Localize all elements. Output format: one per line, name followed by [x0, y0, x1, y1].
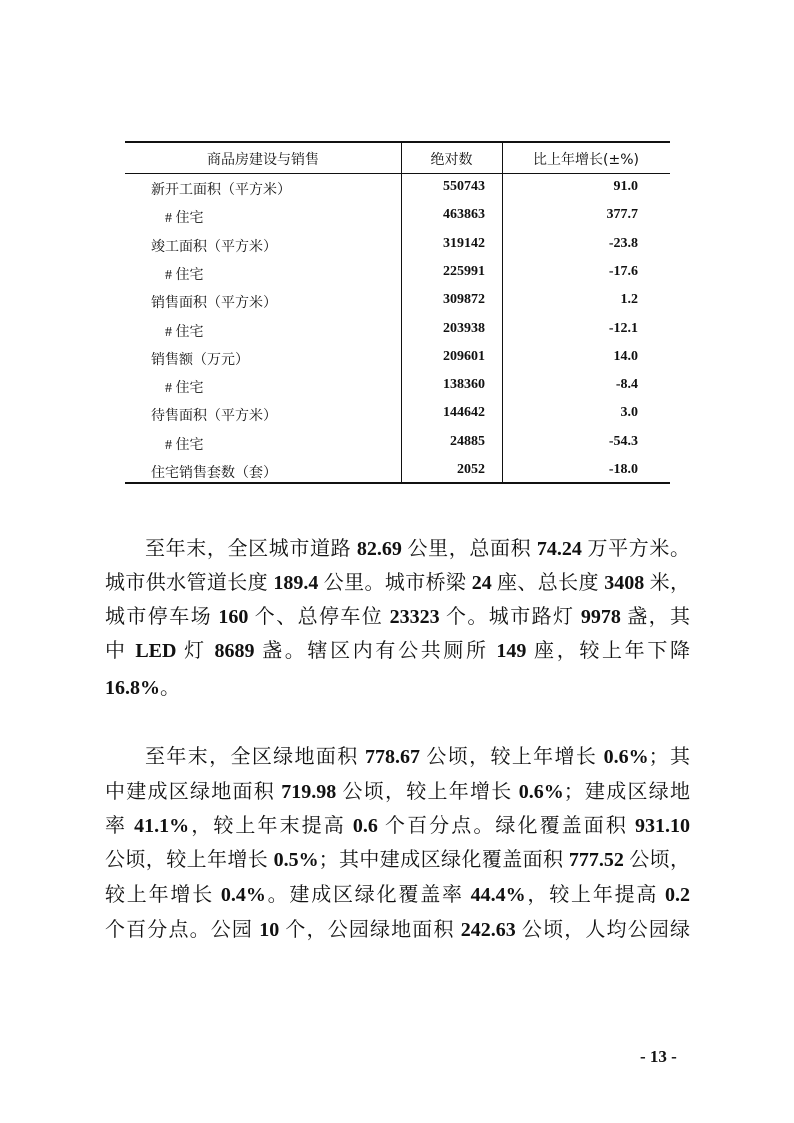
- row-absolute-value: 209601: [443, 348, 485, 364]
- table-row: [125, 288, 670, 316]
- text-line: [105, 570, 690, 596]
- bold-figure: 149: [496, 640, 527, 662]
- text-segment: 灯: [176, 640, 215, 662]
- header-category: 商品房建设与销售: [207, 152, 319, 168]
- header-absolute: 绝对数: [430, 152, 473, 168]
- row-label: 销售额（万元）: [151, 352, 249, 368]
- row-absolute-value: 144642: [443, 405, 485, 421]
- text-segment: 公顷，较上年增长: [336, 781, 519, 803]
- text-line: [105, 675, 690, 701]
- bold-figure: 0.6%: [518, 781, 564, 803]
- text-segment: 较上年增长: [105, 884, 221, 906]
- row-growth-value: 3.0: [620, 405, 638, 421]
- bold-figure: 778.67: [365, 746, 420, 768]
- text-segment: 个百分点。绿化覆盖面积: [377, 815, 636, 837]
- bold-figure: 0.6%: [603, 746, 649, 768]
- text-segment: ；建成区绿地: [563, 781, 690, 803]
- text-segment: 城市停车场: [105, 606, 219, 628]
- text-segment: 公里，总面积: [401, 538, 537, 560]
- row-label: 新开工面积（平方米）: [151, 183, 291, 198]
- text-segment: 公顷，较上年增长: [105, 849, 274, 871]
- row-label: 住宅销售套数（套）: [151, 466, 277, 481]
- bold-figure: LED: [135, 640, 177, 662]
- table-row: [125, 317, 670, 345]
- row-absolute-value: 550743: [443, 179, 485, 194]
- text-segment: 至年末，全区城市道路: [145, 538, 357, 560]
- bold-figure: 24: [471, 572, 492, 594]
- row-growth-value: -54.3: [608, 433, 638, 449]
- bold-figure: 16.8%: [105, 677, 160, 699]
- row-absolute-value: 309872: [443, 292, 485, 308]
- text-segment: 中: [105, 640, 136, 662]
- row-growth-value: -12.1: [608, 320, 638, 336]
- row-growth-value: -18.0: [608, 462, 638, 477]
- bold-figure: 41.1%: [134, 815, 190, 837]
- text-segment: 。建成区绿化覆盖率: [265, 884, 471, 906]
- text-segment: ；其: [648, 746, 691, 768]
- table-row: [125, 373, 670, 401]
- table-row: [125, 232, 670, 260]
- text-line: [105, 813, 690, 839]
- text-line: [105, 604, 690, 630]
- row-absolute-value: 319142: [443, 235, 485, 251]
- text-segment: 万平方米。: [581, 538, 690, 560]
- text-line: [105, 847, 690, 873]
- text-segment: 个。城市路灯: [439, 606, 581, 628]
- row-label: # 住宅: [165, 324, 204, 340]
- bold-figure: 931.10: [635, 815, 691, 837]
- text-line: [145, 536, 690, 562]
- row-absolute-value: 2052: [457, 462, 485, 477]
- text-line: [105, 882, 690, 908]
- text-segment: 公顷，人均公园绿: [515, 919, 691, 941]
- text-segment: 公顷，较上年增长: [420, 746, 604, 768]
- text-segment: ；其中建成区绿化覆盖面积: [318, 849, 569, 871]
- bold-figure: 8689: [214, 640, 255, 662]
- text-segment: 中建成区绿地面积: [105, 781, 282, 803]
- bold-figure: 0.5%: [273, 849, 319, 871]
- text-segment: 公里。城市桥梁: [318, 572, 472, 594]
- row-absolute-value: 463863: [443, 207, 485, 223]
- bold-figure: 23323: [389, 606, 440, 628]
- bold-figure: 74.24: [536, 538, 582, 560]
- text-segment: 个，公园绿地面积: [279, 919, 461, 941]
- table-header: [125, 143, 670, 174]
- row-growth-value: 377.7: [606, 207, 638, 223]
- text-segment: 公顷，: [623, 849, 691, 871]
- text-segment: 座，较上年下降: [526, 640, 691, 662]
- bold-figure: 10: [259, 919, 280, 941]
- row-growth-value: 91.0: [613, 179, 638, 194]
- bold-figure: 0.2: [665, 884, 691, 906]
- table-row: [125, 203, 670, 231]
- text-line: [105, 917, 690, 943]
- row-absolute-value: 24885: [450, 433, 485, 449]
- row-absolute-value: 138360: [443, 377, 485, 393]
- table-row: [125, 401, 670, 429]
- bold-figure: 719.98: [281, 781, 337, 803]
- text-line: [105, 779, 690, 805]
- text-segment: 个、总停车位: [248, 606, 390, 628]
- row-label: 待售面积（平方米）: [151, 409, 277, 425]
- row-growth-value: 1.2: [620, 292, 638, 308]
- bold-figure: 0.4%: [220, 884, 266, 906]
- bold-figure: 160: [218, 606, 249, 628]
- table-row: [125, 430, 670, 458]
- row-growth-value: -23.8: [608, 235, 638, 251]
- row-label: # 住宅: [165, 437, 204, 453]
- row-label: 销售面积（平方米）: [151, 296, 277, 312]
- bold-figure: 82.69: [356, 538, 402, 560]
- text-segment: ，较上年末提高: [189, 815, 353, 837]
- row-label: # 住宅: [165, 267, 204, 283]
- row-growth-value: 14.0: [613, 348, 638, 364]
- table-bottom-rule: [125, 482, 670, 484]
- text-segment: 至年末，全区绿地面积: [145, 746, 365, 768]
- bold-figure: 3408: [604, 572, 645, 594]
- text-segment: 率: [105, 815, 135, 837]
- page-number: - 13 -: [640, 1047, 677, 1066]
- row-absolute-value: 225991: [443, 263, 485, 279]
- bold-figure: 189.4: [273, 572, 319, 594]
- text-line: [145, 744, 690, 770]
- text-segment: 。: [160, 677, 180, 699]
- text-line: [105, 638, 690, 664]
- row-absolute-value: 203938: [443, 320, 485, 336]
- text-segment: 座、总长度: [491, 572, 605, 594]
- text-segment: 个百分点。公园: [105, 919, 260, 941]
- table-row: [125, 175, 670, 203]
- text-segment: 盏。辖区内有公共厕所: [254, 640, 497, 662]
- row-label: # 住宅: [165, 211, 204, 227]
- row-growth-value: -17.6: [608, 263, 638, 279]
- header-growth: 比上年增长(±%): [533, 152, 639, 168]
- text-segment: 米，: [644, 572, 691, 594]
- bold-figure: 0.6: [352, 815, 378, 837]
- row-label: # 住宅: [165, 381, 204, 397]
- text-segment: 盏，其: [620, 606, 691, 628]
- bold-figure: 777.52: [568, 849, 624, 871]
- table-row: [125, 260, 670, 288]
- text-segment: 城市供水管道长度: [105, 572, 274, 594]
- row-growth-value: -8.4: [615, 377, 638, 393]
- table-row: [125, 345, 670, 373]
- text-segment: ，较上年提高: [525, 884, 666, 906]
- bold-figure: 242.63: [460, 919, 516, 941]
- row-label: 竣工面积（平方米）: [151, 239, 277, 255]
- bold-figure: 44.4%: [470, 884, 526, 906]
- bold-figure: 9978: [580, 606, 621, 628]
